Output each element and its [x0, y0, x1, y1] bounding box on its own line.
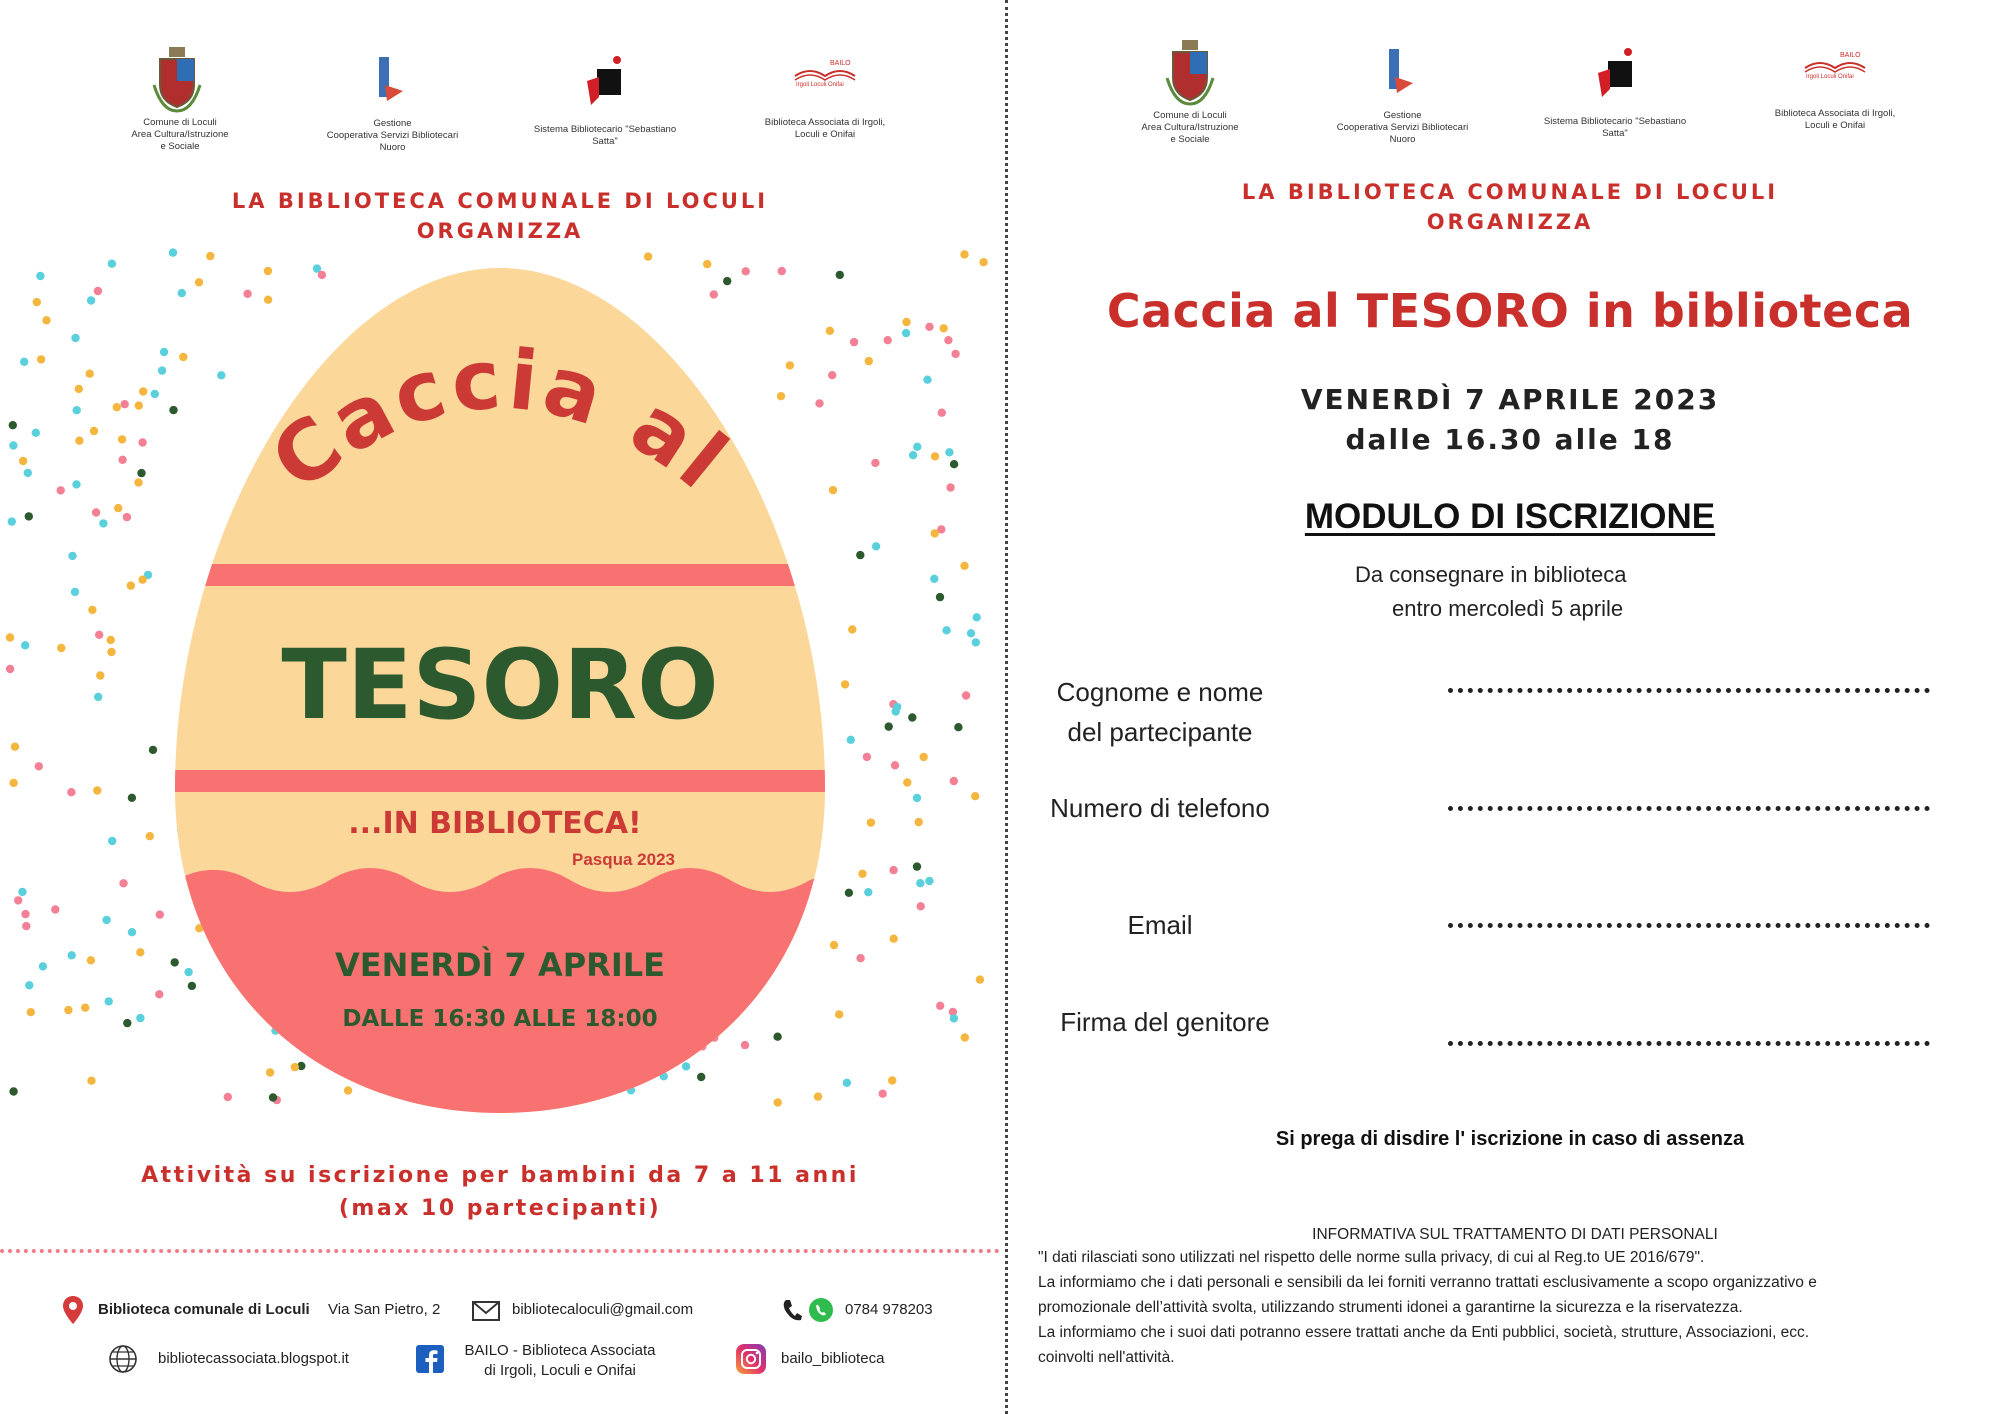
confetti-dot	[25, 512, 33, 520]
right-organizer-heading	[1210, 177, 1810, 237]
caption-line: Cooperativa Servizi Bibliotecari	[1336, 122, 1469, 133]
confetti-dot	[962, 691, 970, 699]
confetti-dot	[27, 1008, 35, 1016]
confetti-dot	[913, 794, 921, 802]
confetti-dot	[848, 625, 856, 633]
confetti-dot	[149, 746, 157, 754]
email-field[interactable]	[1448, 923, 1930, 928]
facebook-line-1: BAILO - Biblioteca Associata	[464, 1342, 656, 1359]
confetti-dot	[9, 1087, 17, 1095]
confetti-dot	[73, 406, 81, 414]
confetti-dot	[88, 606, 96, 614]
confetti-dot	[94, 287, 102, 295]
confetti-dot	[9, 421, 17, 429]
confetti-dot	[37, 355, 45, 363]
confetti-dot	[81, 1004, 89, 1012]
organizer-line-2: ORGANIZZA	[1426, 210, 1594, 234]
facebook-line-2: di Irgoli, Loculi e Onifai	[484, 1362, 636, 1379]
caption-line: Loculi e Onifai	[794, 129, 856, 140]
confetti-dot	[24, 469, 32, 477]
privacy-line: "I dati rilasciati sono utilizzati nel rispetto delle norme sulla privacy, di cui al Reg.to UE 2016/679".	[1038, 1249, 1705, 1266]
confetti-dot	[36, 272, 44, 280]
caption-line: Satta"	[1602, 128, 1628, 139]
facebook-page[interactable]	[455, 1341, 665, 1381]
egg-title-arc: Caccia al	[254, 331, 747, 510]
confetti-dot	[108, 837, 116, 845]
confetti-dot	[890, 935, 898, 943]
confetti-dot	[6, 665, 14, 673]
logo-sistema	[585, 55, 625, 107]
confetti-dot	[944, 336, 952, 344]
confetti-dot	[136, 1014, 144, 1022]
caption-line: Biblioteca Associata di Irgoli,	[1774, 108, 1896, 119]
confetti-dot	[102, 916, 110, 924]
bailo-logo-text: BAILO	[1840, 52, 1861, 59]
confetti-dot	[93, 786, 101, 794]
bailo-logo-sub: Irgoli Loculi Onifai	[1806, 74, 1854, 80]
confetti-dot	[42, 316, 50, 324]
confetti-dot	[87, 956, 95, 964]
confetti-dot	[835, 1010, 843, 1018]
confetti-dot	[33, 298, 41, 306]
confetti-dot	[21, 641, 29, 649]
easter-egg-graphic	[170, 268, 830, 1118]
confetti-dot	[22, 922, 30, 930]
confetti-dot	[902, 329, 910, 337]
logo-caption-bailo	[750, 117, 900, 141]
confetti-dot	[138, 576, 146, 584]
confetti-dot	[127, 581, 135, 589]
confetti-dot	[114, 504, 122, 512]
bailo-logo-text: BAILO	[830, 60, 851, 67]
privacy-line: La informiamo che i dati personali e sensibili da lei forniti verranno trattati esclusivamente a scopo organizzativo e	[1038, 1274, 1817, 1291]
caption-line: Satta"	[592, 136, 618, 147]
egg-date: VENERDÌ 7 APRILE	[335, 946, 665, 984]
confetti-dot	[118, 435, 126, 443]
confetti-dot	[843, 1079, 851, 1087]
confetti-dot	[51, 905, 59, 913]
confetti-dot	[863, 753, 871, 761]
confetti-dot	[972, 638, 980, 646]
confetti-dot	[94, 693, 102, 701]
logo-caption-cooperative	[1320, 110, 1485, 146]
confetti-dot	[25, 981, 33, 989]
confetti-dot	[850, 338, 858, 346]
caption-line: Gestione	[1383, 110, 1422, 121]
confetti-dot	[119, 879, 127, 887]
confetti-dot	[915, 818, 923, 826]
confetti-dot	[32, 429, 40, 437]
confetti-dot	[95, 631, 103, 639]
organizer-line-1: LA BIBLIOTECA COMUNALE DI LOCULI	[1241, 180, 1779, 204]
confetti-dot	[57, 644, 65, 652]
confetti-dot	[138, 438, 146, 446]
logo-caption-comune	[110, 117, 250, 153]
confetti-dot	[913, 443, 921, 451]
logo-caption-cooperative	[310, 118, 475, 154]
confetti-dot	[6, 633, 14, 641]
event-schedule	[1160, 380, 1860, 460]
confetti-dot	[158, 366, 166, 374]
confetti-dot	[107, 648, 115, 656]
confetti-dot	[68, 552, 76, 560]
confetti-dot	[871, 459, 879, 467]
confetti-dot	[128, 794, 136, 802]
confetti-dot	[134, 478, 142, 486]
confetti-dot	[19, 457, 27, 465]
privacy-title: INFORMATIVA SUL TRATTAMENTO DI DATI PERSONALI	[1312, 1226, 1718, 1243]
caption-line: Gestione	[373, 118, 412, 129]
confetti-dot	[9, 779, 17, 787]
confetti-dot	[967, 629, 975, 637]
confetti-dot	[920, 753, 928, 761]
confetti-dot	[87, 296, 95, 304]
privacy-text	[1038, 1245, 1998, 1370]
caption-line: Sistema Bibliotecario "Sebastiano	[533, 124, 677, 135]
confetti-dot	[135, 401, 143, 409]
confetti-dot	[908, 713, 916, 721]
confetti-dot	[64, 1006, 72, 1014]
confetti-dot	[938, 409, 946, 417]
confetti-dot	[155, 990, 163, 998]
phone-number-field[interactable]	[1448, 806, 1930, 811]
event-date: VENERDÌ 7 APRILE 2023	[1300, 383, 1720, 416]
confetti-dot	[872, 542, 880, 550]
confetti-dot	[931, 529, 939, 537]
confetti-dot	[92, 508, 100, 516]
confetti-dot	[644, 252, 652, 260]
confetti-dot	[954, 723, 962, 731]
privacy-line: promozionale dell’attività svolta, utilizzando strumenti idonei a garantirne la sicurezza e la riservatezza.	[1038, 1299, 1743, 1316]
caption-line: e Sociale	[160, 141, 200, 152]
caption-line: Area Cultura/Istruzione	[1141, 122, 1239, 133]
confetti-dot	[867, 818, 875, 826]
confetti-dot	[884, 336, 892, 344]
confetti-dot	[888, 1076, 896, 1084]
bailo-logo-sub: Irgoli Loculi Onifai	[796, 82, 844, 88]
confetti-dot	[18, 888, 26, 896]
confetti-dot	[950, 1014, 958, 1022]
confetti-dot	[71, 588, 79, 596]
address: Via San Pietro, 2	[328, 1301, 441, 1318]
confetti-dot	[885, 722, 893, 730]
phone-number: 0784 978203	[845, 1301, 933, 1318]
activity-line-2: (max 10 partecipanti)	[338, 1196, 662, 1221]
confetti-dot	[976, 975, 984, 983]
privacy-line: La informiamo che i suoi dati potranno essere trattati anche da Enti pubblici, società, strutture, Associazioni, ecc.	[1038, 1324, 1810, 1341]
delivery-note	[1300, 558, 1740, 626]
logo-bailo	[1800, 52, 1870, 82]
confetti-dot	[113, 403, 121, 411]
confetti-dot	[829, 486, 837, 494]
logo-cooperative	[377, 55, 407, 105]
instagram-icon	[736, 1344, 766, 1379]
egg-stripe-top	[170, 564, 830, 586]
website-link[interactable]: bibliotecassociata.blogspot.it	[158, 1350, 349, 1367]
confetti-dot	[936, 1002, 944, 1010]
email-icon	[472, 1301, 500, 1326]
event-title: Caccia al TESORO in biblioteca	[1106, 284, 1914, 338]
globe-icon	[108, 1344, 138, 1379]
confetti-dot	[146, 832, 154, 840]
caption-line: Nuoro	[1389, 134, 1416, 145]
organizer-line-1: LA BIBLIOTECA COMUNALE DI LOCULI	[231, 189, 769, 213]
organizer-line-2: ORGANIZZA	[416, 219, 584, 243]
confetti-dot	[86, 370, 94, 378]
label-phone-number: Numero di telefono	[1050, 793, 1270, 823]
logo-coat-of-arms	[1165, 38, 1215, 106]
parent-signature-field[interactable]	[1448, 1041, 1930, 1046]
confetti-dot	[847, 736, 855, 744]
confetti-dot	[108, 260, 116, 268]
confetti-dot	[105, 997, 113, 1005]
confetti-dot	[139, 387, 147, 395]
confetti-dot	[865, 357, 873, 365]
caption-line: Biblioteca Associata di Irgoli,	[764, 117, 886, 128]
confetti-dot	[121, 400, 129, 408]
confetti-dot	[845, 889, 853, 897]
logo-caption-sistema	[520, 124, 690, 148]
label-parent-signature: Firma del genitore	[1060, 1007, 1270, 1037]
facebook-icon	[416, 1345, 444, 1378]
delivery-line-2: entro mercoledì 5 aprile	[1392, 596, 1624, 621]
caption-line: Nuoro	[379, 142, 406, 153]
confetti-dot	[136, 948, 144, 956]
confetti-dot	[118, 456, 126, 464]
logo-caption-sistema	[1530, 116, 1700, 140]
confetti-dot	[20, 358, 28, 366]
confetti-dot	[917, 902, 925, 910]
phone-icon	[782, 1298, 802, 1327]
confetti-dot	[156, 910, 164, 918]
label-line-2: del partecipante	[1067, 717, 1253, 747]
confetti-dot	[128, 928, 136, 936]
whatsapp-icon	[808, 1297, 834, 1328]
confetti-dot	[858, 870, 866, 878]
caption-line: Sistema Bibliotecario "Sebastiano	[1543, 116, 1687, 127]
event-time: dalle 16.30 alle 18	[1345, 423, 1675, 456]
confetti-dot	[864, 888, 872, 896]
confetti-dot	[123, 1019, 131, 1027]
confetti-dot	[137, 469, 145, 477]
caption-line: Comune di Loculi	[143, 117, 217, 128]
confetti-dot	[107, 636, 115, 644]
egg-year: Pasqua 2023	[571, 850, 675, 869]
confetti-dot	[961, 1033, 969, 1041]
confetti-dot	[151, 390, 159, 398]
confetti-dot	[14, 896, 22, 904]
confetti-dot	[8, 517, 16, 525]
confetti-dot	[90, 427, 98, 435]
confetti-dot	[913, 862, 921, 870]
caption-line: Comune di Loculi	[1153, 110, 1227, 121]
confetti-dot	[950, 777, 958, 785]
egg-title-main: TESORO	[281, 629, 719, 741]
confetti-dot	[68, 951, 76, 959]
confetti-dot	[960, 250, 968, 258]
confetti-dot	[169, 248, 177, 256]
confetti-dot	[11, 743, 19, 751]
confetti-dot	[9, 441, 17, 449]
caption-line: Loculi e Onifai	[1804, 120, 1866, 131]
confetti-dot	[925, 323, 933, 331]
map-pin-icon	[62, 1295, 84, 1330]
confetti-dot	[87, 1077, 95, 1085]
instagram-handle[interactable]: bailo_biblioteca	[781, 1350, 885, 1367]
confetti-dot	[889, 866, 897, 874]
email-link[interactable]: bibliotecaloculi@gmail.com	[512, 1301, 694, 1318]
confetti-dot	[979, 258, 987, 266]
confetti-dot	[99, 519, 107, 527]
confetti-dot	[160, 348, 168, 356]
form-title: MODULO DI ISCRIZIONE	[1304, 497, 1716, 536]
confetti-dot	[923, 376, 931, 384]
confetti-dot	[951, 350, 959, 358]
confetti-dot	[950, 460, 958, 468]
delivery-line-1: Da consegnare in biblioteca	[1355, 562, 1627, 587]
confetti-dot	[71, 334, 79, 342]
confetti-dot	[930, 575, 938, 583]
caption-line: Area Cultura/Istruzione	[131, 129, 229, 140]
confetti-dot	[57, 486, 65, 494]
confetti-dot	[892, 707, 900, 715]
confetti-dot	[21, 910, 29, 918]
confetti-dot	[960, 562, 968, 570]
activity-line-1: Attività su iscrizione per bambini da 7 a 11 anni	[141, 1163, 859, 1188]
confetti-dot	[973, 613, 981, 621]
confetti-dot	[879, 1090, 887, 1098]
confetti-dot	[971, 792, 979, 800]
confetti-dot	[123, 513, 131, 521]
form-title-wrap	[1160, 497, 1860, 537]
confetti-dot	[891, 761, 899, 769]
logo-sistema	[1596, 47, 1636, 99]
egg-stripe-bottom	[170, 770, 830, 792]
confetti-dot	[75, 385, 83, 393]
confetti-dot	[925, 877, 933, 885]
caption-line: e Sociale	[1170, 134, 1210, 145]
confetti-dot	[931, 452, 939, 460]
confetti-dot	[35, 762, 43, 770]
privacy-line: coinvolti nell'attività.	[1038, 1349, 1175, 1366]
confetti-dot	[916, 879, 924, 887]
label-line-1: Cognome e nome	[1056, 677, 1264, 707]
confetti-dot	[945, 448, 953, 456]
egg-time: DALLE 16:30 ALLE 18:00	[342, 1006, 658, 1032]
participant-name-field[interactable]	[1448, 688, 1930, 693]
confetti-dot	[96, 671, 104, 679]
cut-line-divider	[1005, 0, 1008, 1414]
confetti-dot	[39, 962, 47, 970]
egg-wave-bottom	[170, 868, 830, 1118]
caption-line: Cooperativa Servizi Bibliotecari	[326, 130, 459, 141]
confetti-dot	[206, 252, 214, 260]
confetti-dot	[946, 483, 954, 491]
confetti-dot	[942, 626, 950, 634]
logo-cooperative	[1387, 47, 1417, 97]
pink-dotted-divider	[0, 1249, 1000, 1253]
confetti-dot	[836, 271, 844, 279]
confetti-dot	[841, 680, 849, 688]
confetti-dot	[67, 788, 75, 796]
left-organizer-heading	[200, 186, 800, 246]
place-name: Biblioteca comunale di Loculi	[98, 1301, 310, 1318]
cancellation-note: Si prega di disdire l' iscrizione in caso di assenza	[1275, 1128, 1745, 1150]
logo-coat-of-arms	[152, 45, 202, 113]
logo-bailo	[790, 60, 860, 90]
confetti-dot	[856, 954, 864, 962]
confetti-dot	[909, 451, 917, 459]
logo-caption-comune	[1120, 110, 1260, 146]
confetti-dot	[902, 318, 910, 326]
activity-note	[100, 1159, 900, 1225]
confetti-dot	[830, 941, 838, 949]
confetti-dot	[940, 324, 948, 332]
egg-subtitle: ...IN BIBLIOTECA!	[348, 806, 642, 841]
logo-caption-bailo	[1760, 108, 1910, 132]
confetti-dot	[936, 593, 944, 601]
label-participant-name	[1030, 672, 1290, 752]
confetti-dot	[856, 551, 864, 559]
confetti-dot	[75, 437, 83, 445]
confetti-dot	[72, 480, 80, 488]
label-email: Email	[1127, 910, 1193, 940]
confetti-dot	[903, 778, 911, 786]
